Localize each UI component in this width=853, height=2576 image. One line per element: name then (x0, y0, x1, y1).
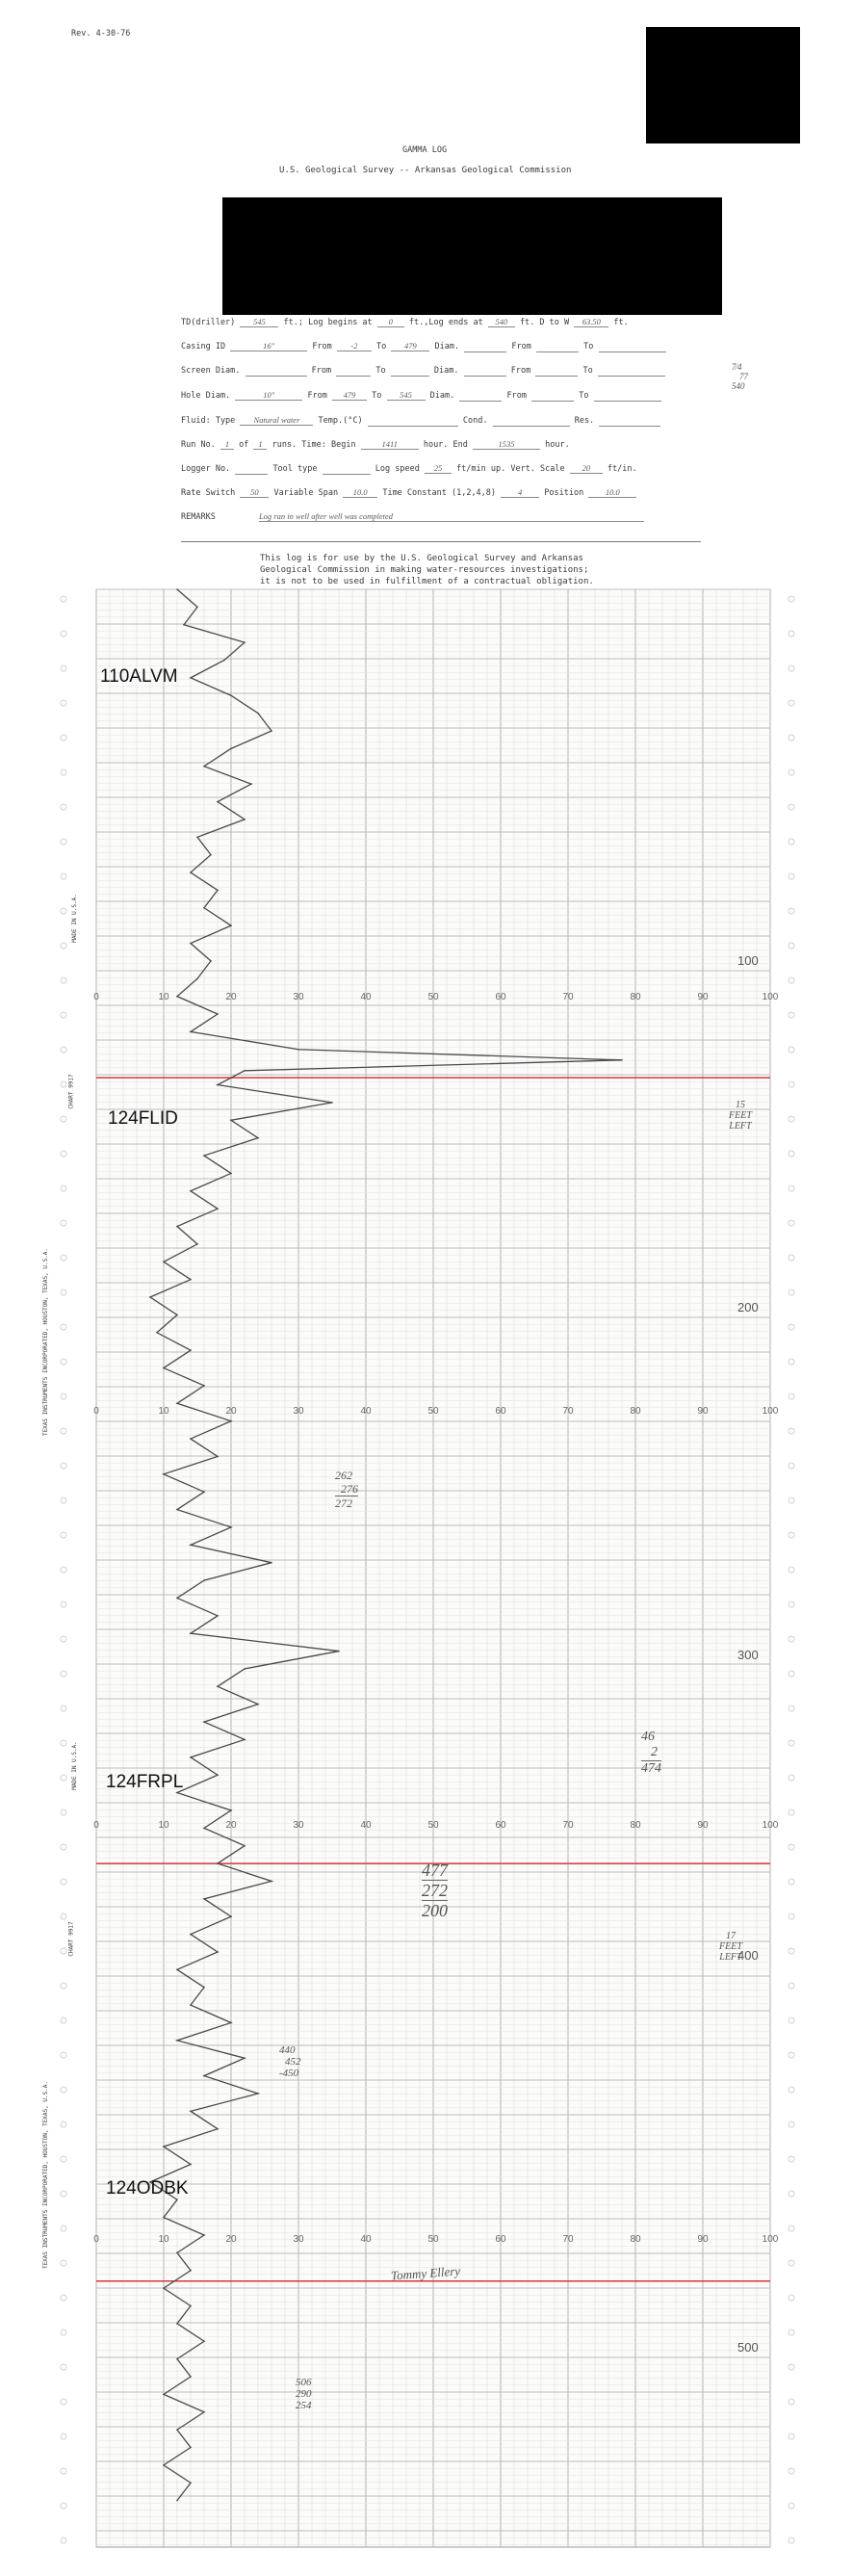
gamma-point (196, 836, 198, 838)
gamma-point (271, 1881, 272, 1883)
scale-label: 30 (293, 992, 304, 1002)
gamma-point (217, 1084, 219, 1086)
gamma-point (196, 1243, 198, 1245)
gamma-point (176, 1598, 178, 1600)
scale-label: 20 (225, 1820, 237, 1831)
gamma-point (217, 890, 219, 892)
gamma-point (176, 1509, 178, 1511)
gamma-point (176, 1314, 178, 1316)
gamma-point (163, 1261, 165, 1262)
scale-label: 30 (293, 1820, 304, 1831)
sprocket-hole (61, 1359, 66, 1365)
gamma-point (163, 2146, 165, 2147)
gamma-point (190, 1545, 192, 1547)
sprocket-hole (788, 1740, 794, 1746)
sprocket-hole (61, 1532, 66, 1538)
sprocket-hole (788, 2087, 794, 2093)
sprocket-hole (61, 1601, 66, 1607)
depth-label-500: 500 (737, 2340, 759, 2355)
sprocket-hole (61, 1081, 66, 1087)
sprocket-hole (61, 700, 66, 706)
gamma-point (257, 1137, 259, 1139)
gamma-point (149, 1296, 151, 1298)
scale-label: 80 (630, 992, 641, 1002)
redaction-block-top-right (646, 27, 800, 143)
sprocket-hole (788, 2295, 794, 2301)
gamma-point (230, 694, 232, 696)
gamma-point (331, 1102, 333, 1104)
sprocket-hole (788, 1844, 794, 1850)
sprocket-hole (788, 1081, 794, 1087)
sprocket-hole (788, 1428, 794, 1434)
sprocket-hole (61, 2503, 66, 2509)
sprocket-hole (788, 1463, 794, 1469)
scale-label: 10 (158, 2234, 169, 2245)
sprocket-hole (61, 2191, 66, 2197)
gamma-point (190, 1190, 192, 1192)
gamma-point (338, 1651, 340, 1652)
sprocket-hole (61, 1809, 66, 1815)
gamma-point (176, 2252, 178, 2254)
sprocket-hole (788, 1532, 794, 1538)
gamma-point (176, 2429, 178, 2431)
gamma-point (244, 2057, 246, 2059)
gamma-point (176, 1969, 178, 1971)
gamma-point (203, 1721, 205, 1723)
scale-label: 100 (762, 2234, 779, 2245)
scale-label: 60 (495, 1820, 506, 1831)
sprocket-hole (61, 1636, 66, 1642)
scale-label: 50 (427, 1820, 439, 1831)
sprocket-hole (61, 2537, 66, 2543)
scale-label: 80 (630, 1820, 641, 1831)
sprocket-hole (788, 1775, 794, 1781)
scale-label: 0 (93, 2234, 99, 2245)
sprocket-hole (788, 2503, 794, 2509)
scale-label: 90 (697, 1406, 709, 1417)
gamma-point (190, 2111, 192, 2113)
sprocket-hole (788, 735, 794, 741)
gamma-point (190, 1279, 192, 1281)
gamma-point (190, 872, 192, 873)
formation-label-frpl: 124FRPL (106, 1772, 184, 1792)
scale-label: 100 (762, 992, 779, 1002)
form-row-fluid: Fluid: Type Natural water Temp.(°C) Cond. Res. (181, 415, 660, 427)
sprocket-hole (788, 1047, 794, 1053)
scale-label: 90 (697, 2234, 709, 2245)
handwritten-tops-1: 262 276 272 (335, 1469, 358, 1510)
gamma-point (223, 660, 225, 662)
scale-label: 60 (495, 1406, 506, 1417)
gamma-point (217, 1951, 219, 1953)
gamma-point (163, 1367, 165, 1369)
sprocket-hole (61, 769, 66, 775)
sprocket-hole (61, 2156, 66, 2162)
sprocket-hole (61, 1705, 66, 1711)
gamma-point (230, 1173, 232, 1175)
sprocket-hole (61, 2329, 66, 2335)
scale-label: 70 (562, 2234, 574, 2245)
handwritten-tops-5: 506 290 254 (296, 2377, 312, 2411)
sprocket-hole (788, 1983, 794, 1989)
handwritten-signature: Tommy Ellery (390, 2263, 461, 2283)
gamma-point (257, 1704, 259, 1705)
sprocket-hole (788, 943, 794, 949)
gamma-point (176, 1403, 178, 1405)
gamma-point (217, 1615, 219, 1617)
gamma-point (176, 2040, 178, 2042)
gamma-point (230, 1809, 232, 1811)
sprocket-hole (61, 1116, 66, 1122)
sprocket-hole (788, 1393, 794, 1399)
gamma-point (190, 1632, 192, 1634)
remarks-line-2 (181, 541, 701, 542)
sprocket-hole (788, 839, 794, 845)
sprocket-hole (61, 1463, 66, 1469)
gamma-point (176, 996, 178, 998)
sprocket-hole (61, 1393, 66, 1399)
gamma-point (271, 730, 272, 732)
sprocket-hole (788, 2225, 794, 2231)
gamma-point (203, 2340, 205, 2342)
gamma-point (176, 2358, 178, 2360)
scale-label: 60 (495, 992, 506, 1002)
scale-label: 90 (697, 1820, 709, 1831)
sprocket-hole (788, 1289, 794, 1295)
form-row-remarks: REMARKS Log ran in well after well was completed (181, 511, 644, 522)
scale-label: 80 (630, 1406, 641, 1417)
sprocket-hole (61, 2468, 66, 2474)
gamma-point (621, 1059, 623, 1061)
redaction-block-header (222, 197, 722, 315)
scale-label: 10 (158, 1820, 169, 1831)
revision-label: Rev. 4-30-76 (71, 29, 131, 39)
gamma-point (190, 1934, 192, 1936)
sprocket-hole (61, 665, 66, 671)
sprocket-hole (61, 1324, 66, 1330)
scale-label: 30 (293, 2234, 304, 2245)
formation-label-odbk: 124ODBK (106, 2178, 189, 2199)
gamma-point (190, 2305, 192, 2307)
gamma-point (190, 2164, 192, 2166)
scale-label: 20 (225, 1406, 237, 1417)
scale-label: 10 (158, 992, 169, 1002)
form-row-hole: Hole Diam. 10" From 479 To 545 Diam. From To (181, 390, 661, 402)
sprocket-hole (788, 665, 794, 671)
sprocket-hole (61, 1047, 66, 1053)
scale-label: 80 (630, 2234, 641, 2245)
sprocket-hole (788, 1601, 794, 1607)
sprocket-hole (61, 1151, 66, 1157)
sprocket-hole (61, 1185, 66, 1191)
sprocket-hole (61, 2433, 66, 2439)
scale-label: 0 (93, 992, 99, 1002)
gamma-point (176, 2323, 178, 2325)
gamma-point (217, 1774, 219, 1776)
sprocket-hole (61, 1497, 66, 1503)
sprocket-hole (788, 1567, 794, 1573)
gamma-point (163, 2464, 165, 2466)
sprocket-hole (788, 1012, 794, 1018)
sprocket-hole (788, 2364, 794, 2370)
scale-label: 20 (225, 992, 237, 1002)
gamma-point (190, 2482, 192, 2484)
gamma-point (217, 1862, 219, 1864)
sprocket-hole (61, 1671, 66, 1677)
gamma-point (217, 2128, 219, 2130)
scale-label: 60 (495, 2234, 506, 2245)
gamma-point (190, 2376, 192, 2378)
form-row-logger: Logger No. Tool type Log speed 25 ft/min up. Vert. Scale 20 ft/in. (181, 463, 637, 474)
gamma-point (230, 924, 232, 926)
gamma-point (190, 2270, 192, 2272)
gamma-point (257, 2093, 259, 2095)
gamma-point (217, 801, 219, 803)
scale-label: 50 (427, 1406, 439, 1417)
sprocket-hole (61, 1012, 66, 1018)
sprocket-hole (788, 769, 794, 775)
sprocket-hole (61, 1775, 66, 1781)
sprocket-hole (61, 943, 66, 949)
form-row-run: Run No. 1 of 1 runs. Time: Begin 1411 hour. End 1535 hour. (181, 439, 570, 450)
sprocket-hole (788, 700, 794, 706)
sprocket-hole (61, 1220, 66, 1226)
form-row-td: TD(driller) 545 ft.; Log begins at 0 ft.,Log ends at 540 ft. D to W 63.50 ft. (181, 317, 629, 327)
gamma-point (230, 1420, 232, 1422)
sprocket-hole (61, 977, 66, 983)
gamma-point (156, 1332, 158, 1334)
gamma-point (244, 1739, 246, 1741)
sprocket-hole (788, 1255, 794, 1261)
scale-label: 100 (762, 1406, 779, 1417)
gamma-point (203, 1898, 205, 1900)
gamma-point (163, 2287, 165, 2289)
sprocket-hole (61, 1844, 66, 1850)
gamma-point (244, 1845, 246, 1847)
sprocket-hole (788, 1948, 794, 1954)
sprocket-hole (61, 2399, 66, 2405)
gamma-point (183, 624, 185, 626)
sprocket-hole (788, 2399, 794, 2405)
sprocket-hole (61, 1289, 66, 1295)
gamma-point (163, 1473, 165, 1475)
gamma-point (190, 1031, 192, 1033)
sprocket-hole (61, 1740, 66, 1746)
sprocket-hole (788, 2433, 794, 2439)
gamma-point (190, 677, 192, 679)
sprocket-hole (788, 977, 794, 983)
sprocket-hole (788, 1324, 794, 1330)
gamma-point (230, 2022, 232, 2024)
sprocket-hole (788, 1705, 794, 1711)
gamma-point (230, 1915, 232, 1917)
sprocket-hole (61, 1879, 66, 1885)
handwritten-tops-4: 440 452 -450 (279, 2044, 301, 2079)
scale-label: 50 (427, 992, 439, 1002)
sprocket-hole (61, 1948, 66, 1954)
sprocket-hole (788, 2017, 794, 2023)
scale-label: 100 (762, 1820, 779, 1831)
form-row-casing: Casing ID 16" From -2 To 479 Diam. From To (181, 341, 666, 352)
scale-label: 40 (360, 1820, 372, 1831)
gamma-point (176, 588, 178, 590)
sprocket-hole (788, 1220, 794, 1226)
sprocket-hole (61, 596, 66, 602)
gamma-point (203, 1579, 205, 1581)
gamma-point (257, 713, 259, 715)
form-row-rate: Rate Switch 50 Variable Span 10.0 Time Constant (1,2,4,8) 4 Position 10.0 (181, 487, 636, 498)
gamma-point (203, 2075, 205, 2077)
sprocket-hole (61, 873, 66, 879)
sprocket-hole (788, 1913, 794, 1919)
sprocket-hole (61, 735, 66, 741)
sprocket-hole (788, 1497, 794, 1503)
sprocket-hole (788, 2468, 794, 2474)
sprocket-hole (61, 1567, 66, 1573)
sprocket-hole (61, 804, 66, 810)
sprocket-hole (788, 2121, 794, 2127)
scale-label: 10 (158, 1406, 169, 1417)
sprocket-hole (788, 2052, 794, 2058)
sprocket-hole (61, 2295, 66, 2301)
depth-label-300: 300 (737, 1648, 759, 1662)
scale-label: 70 (562, 1406, 574, 1417)
log-title: GAMMA LOG (402, 145, 448, 155)
sprocket-hole (61, 2225, 66, 2231)
scale-label: 40 (360, 992, 372, 1002)
sprocket-hole (61, 1255, 66, 1261)
sprocket-hole (788, 2260, 794, 2266)
depth-label-100: 100 (737, 953, 759, 968)
depth-label-400: 400 (737, 1948, 759, 1963)
sprocket-hole (61, 839, 66, 845)
gamma-point (163, 2217, 165, 2219)
gamma-point (190, 2004, 192, 2006)
scale-label: 0 (93, 1406, 99, 1417)
sprocket-hole (788, 1151, 794, 1157)
sprocket-hole (788, 2537, 794, 2543)
sprocket-hole (61, 2017, 66, 2023)
gamma-point (217, 1686, 219, 1688)
scale-label: 20 (225, 2234, 237, 2245)
gamma-point (217, 1208, 219, 1210)
scale-label: 0 (93, 1820, 99, 1831)
scale-label: 40 (360, 2234, 372, 2245)
gamma-point (203, 1155, 205, 1157)
scale-label: 90 (697, 992, 709, 1002)
gamma-point (176, 1226, 178, 1228)
formation-label-alluvium: 110ALVM (100, 666, 178, 687)
gamma-point (203, 1385, 205, 1387)
sprocket-hole (788, 1185, 794, 1191)
gamma-point (190, 1756, 192, 1758)
gamma-point (163, 2394, 165, 2396)
sprocket-hole (788, 804, 794, 810)
handwritten-tops-2: 46 2 474 (641, 1730, 661, 1776)
sprocket-hole (788, 2156, 794, 2162)
sprocket-hole (61, 1428, 66, 1434)
gamma-point (196, 977, 198, 979)
sprocket-hole (788, 631, 794, 637)
form-row-screen: Screen Diam. From To Diam. From To (181, 366, 665, 377)
gamma-point (210, 960, 212, 962)
agency-title: U.S. Geological Survey -- Arkansas Geological Commission (279, 166, 572, 175)
feet-left-note-1: 15 FEET LEFT (729, 1100, 752, 1132)
sprocket-hole (788, 1636, 794, 1642)
sprocket-hole (788, 1359, 794, 1365)
gamma-point (297, 1049, 299, 1051)
gamma-point (244, 819, 246, 820)
gamma-point (203, 1828, 205, 1830)
gamma-point (230, 1526, 232, 1528)
gamma-point (271, 1562, 272, 1564)
gamma-point (176, 2500, 178, 2502)
scale-label: 70 (562, 992, 574, 1002)
scale-label: 30 (293, 1406, 304, 1417)
scale-label: 70 (562, 1820, 574, 1831)
sprocket-hole (61, 908, 66, 914)
gamma-point (203, 766, 205, 768)
handwritten-margin-note: 7⁄4 77 540 (732, 362, 748, 391)
sprocket-hole (788, 2191, 794, 2197)
sprocket-hole (788, 873, 794, 879)
gamma-point (210, 854, 212, 856)
scale-label: 50 (427, 2234, 439, 2245)
sprocket-hole (788, 1879, 794, 1885)
sprocket-hole (788, 1116, 794, 1122)
gamma-point (217, 1013, 219, 1015)
sprocket-hole (61, 631, 66, 637)
gamma-point (196, 607, 198, 609)
sprocket-hole (61, 1983, 66, 1989)
scale-label: 40 (360, 1406, 372, 1417)
sprocket-hole (61, 2052, 66, 2058)
gamma-point (217, 1456, 219, 1458)
gamma-point (203, 2234, 205, 2236)
sprocket-hole (788, 596, 794, 602)
formation-label-flid: 124FLID (108, 1108, 178, 1129)
sprocket-hole (788, 1671, 794, 1677)
disclaimer: This log is for use by the U.S. Geological Survey and Arkansas Geological Commission in making water-resources investigations; it is not to be used in fulfillment of a contractual obligation. (260, 554, 594, 586)
sprocket-hole (61, 2364, 66, 2370)
depth-label-200: 200 (737, 1300, 759, 1314)
sprocket-hole (788, 908, 794, 914)
gamma-point (244, 641, 246, 643)
gamma-point (203, 907, 205, 909)
sprocket-hole (788, 2329, 794, 2335)
sprocket-hole (61, 1913, 66, 1919)
gamma-point (250, 783, 252, 785)
gamma-point (203, 1491, 205, 1493)
gamma-point (244, 1070, 246, 1072)
sprocket-hole (61, 2260, 66, 2266)
gamma-point (203, 2411, 205, 2413)
gamma-point (190, 1349, 192, 1351)
sprocket-hole (788, 1809, 794, 1815)
gamma-point (230, 1119, 232, 1121)
sprocket-hole (61, 2087, 66, 2093)
sprocket-hole (61, 2121, 66, 2127)
gamma-point (190, 2447, 192, 2449)
gamma-point (190, 1438, 192, 1440)
gamma-point (190, 943, 192, 945)
feet-left-note-2: 17 FEET LEFT (719, 1931, 742, 1963)
gamma-point (244, 1668, 246, 1670)
gamma-point (203, 1987, 205, 1989)
handwritten-tops-3: 477 272 200 (422, 1860, 448, 1920)
gamma-point (230, 748, 232, 750)
